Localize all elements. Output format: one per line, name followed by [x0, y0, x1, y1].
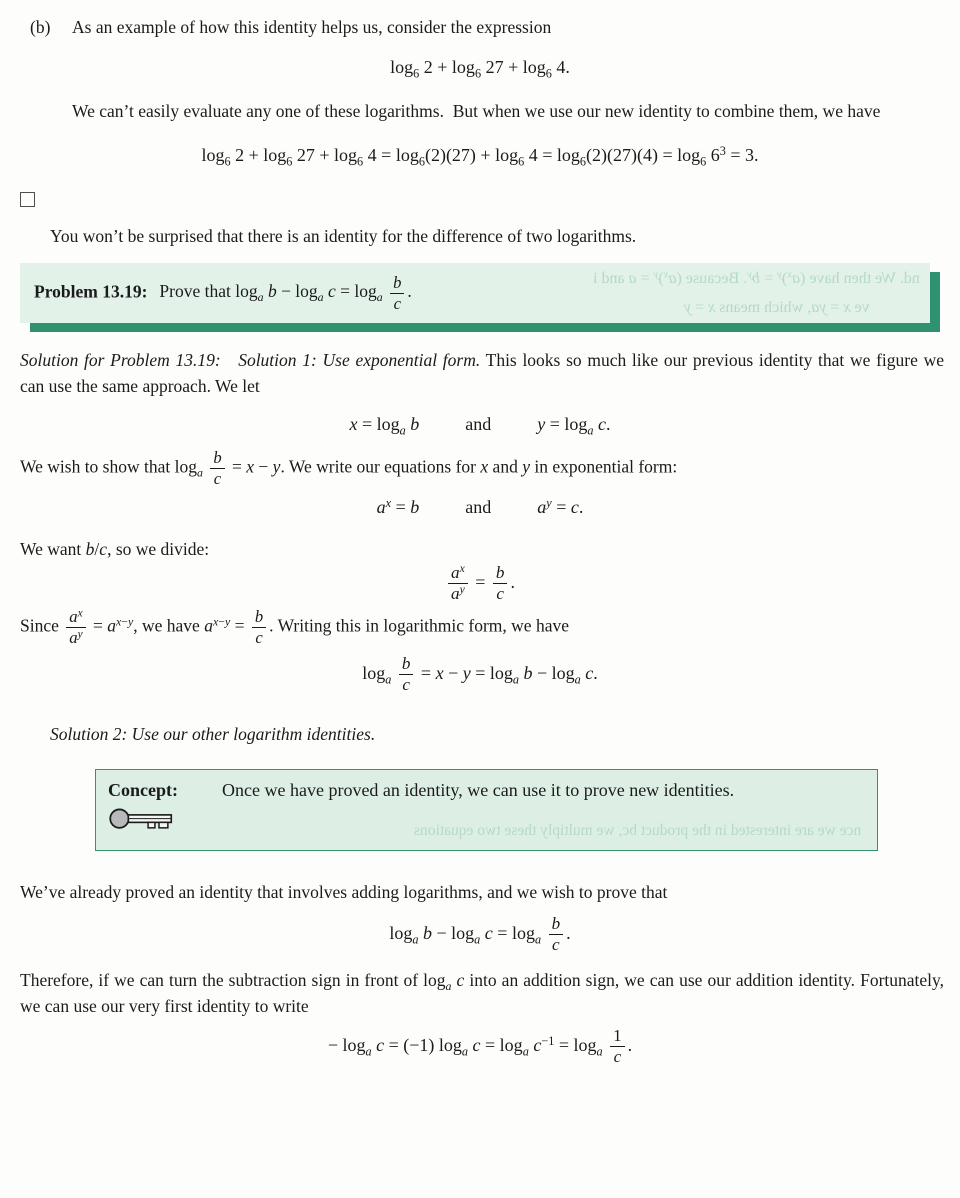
concept-text: Once we have proved an identity, we can use it to prove new identities.	[222, 779, 735, 800]
display-equation-log6-sum: $\log_6 2 + \log_6 27 + \log_6 4$.	[390, 57, 570, 81]
concept-label: Concept:	[108, 779, 178, 800]
paragraph-since: Since $\frac{a^x}{a^y}$ = $a^{x-y}$, we have $a^{x-y}$ = $\frac{b}{c}$ . Writing this in logarithmic form, we have	[20, 606, 569, 647]
paragraph-therefore: Therefore, if we can turn the subtraction sign in front of $\log_a c$ into an addition sign, we can use our addition identity. Fortunately, we can use our very first identity to write	[20, 969, 945, 1016]
paragraph-wish-to-show: We wish to show that $\log_a$ $\frac{b}{c}$ = x − y. We write our equations for x and y in exponential form:	[20, 448, 678, 488]
bleed-through-text: nd. We then have $(a^x)^y = b^y$. Because $(a^x)^y = a$ and i	[593, 268, 920, 287]
display-equation-log-result: $\log_a$ $\frac{b}{c}$ = $x - y = \log_a b - \log_a c$.	[362, 653, 598, 695]
concept-box	[95, 769, 878, 851]
key-icon	[108, 805, 208, 842]
display-equation-exponential-forms: $a^x = b$ and $a^y = c$.	[376, 495, 584, 517]
problem-statement: Prove that $\log_a b - \log_a c = \log_a$ $\frac{b}{c}$ .	[159, 272, 412, 313]
display-equation-divide: $\frac{a^x}{a^y}$ = $\frac{b}{c}$ .	[0, 564, 960, 604]
problem-number-label: Problem 13.19:	[34, 281, 148, 302]
display-equation-log6-combined: $\log_6 2 + \log_6 27 + \log_6 4 = \log_6(2)(27) + \log_6 4 = \log_6(2)(27)(4) = \log_6 6^3 = 3$.	[201, 143, 759, 169]
list-item-b-label: (b)	[30, 17, 51, 37]
display-equation-negative-log: − $\log_a c = (-1)$ $\log_a c = \log_a c^{-1} = \log_a$ $\frac{1}{c}$ .	[327, 1025, 633, 1066]
display-equation-goal: $\log_a b - \log_a c = \log_a$ $\frac{b}{c}$ .	[389, 913, 571, 955]
solution-2-heading: Solution 2: Use our other logarithm identities.	[50, 723, 376, 744]
paragraph-already-proved: We’ve already proved an identity that involves adding logarithms, and we wish to prove that	[20, 881, 668, 902]
paragraph-cant-evaluate: We can’t easily evaluate any one of these logarithms. But when we use our new identity to combine them, we have	[72, 101, 881, 121]
list-item-b-intro: As an example of how this identity helps us, consider the expression	[72, 17, 552, 37]
bleed-through-text: ve x = ya, which means x = y	[684, 299, 870, 316]
problem-statement-line	[34, 274, 412, 313]
problem-box	[20, 263, 930, 323]
paragraph-wont-be-surprised: You won’t be surprised that there is an identity for the difference of two logarithms.	[50, 226, 637, 246]
list-item-b	[30, 0, 944, 40]
bleed-through-text: nce we are interested in the product bc, we multiply these two equations	[413, 821, 861, 839]
end-of-solution-marker	[20, 192, 35, 207]
paragraph-solution-lead: Solution for Problem 13.19: Solution 1: Use exponential form. This looks so much like our previous identity that we figure we can use the same approach. We let	[20, 350, 944, 396]
display-equation-x-y-defs: $x = \log_a b$ and $y = \log_a c$.	[349, 414, 611, 438]
paragraph-we-want: We want b/c, so we divide:	[20, 538, 210, 559]
